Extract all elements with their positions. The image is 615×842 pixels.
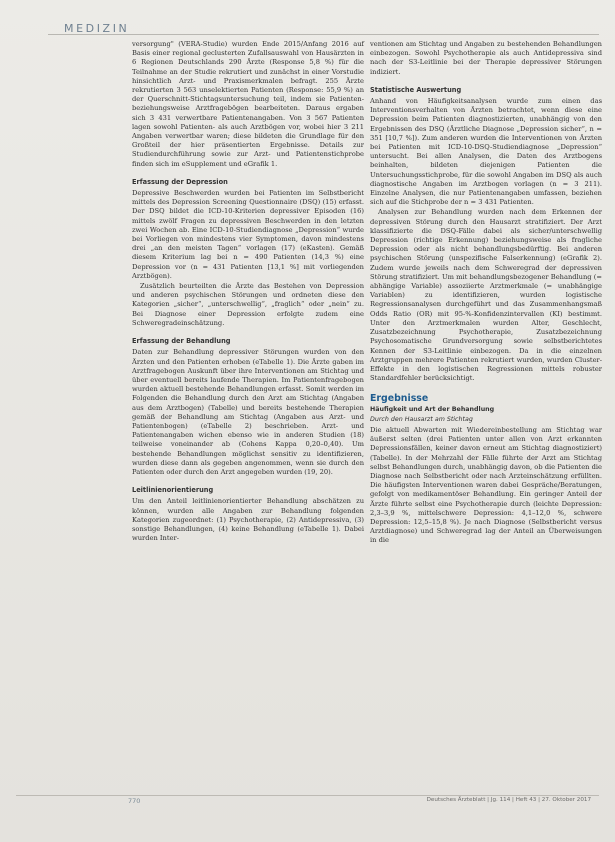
subheading-frequency: Häufigkeit und Art der Behandlung	[370, 405, 495, 413]
paragraph: versorgung" (VERA-Studie) wurden Ende 2015/Anfang 2016 auf Basis einer regional geclusterten Zufallsauswahl von Hausärzten in 6 Regionen Deutschlands 290 Ärzte (Response 5,8 %) für die Teilnahme an der Studie rekrutiert und zunächst in einer Vorstudie hinsichtlich Arzt- und Praxismerkmalen befragt. 255 Ärzte rekrutierten 3 563 unselektierten Patienten (Response: 55,9 %) an der Querschnitt-Stichtagsuntersuchung teil, indem sie Patienten- beziehungsweise Arztfragebögen bearbeiteten. Daraus ergaben sich 3 431 verwertbare Patientenangaben. Von 3 567 Patienten lagen sowohl Patienten- als auch Arztbögen vor, wobei hier 3 211 Angaben verwertbar waren; diese bildeten die Grundlage für den Großteil der hier präsentierten Ergebnisse. Details zur Studiendurchführung sowie zur Arzt- und Patientenstichprobe finden sich im eSupplement und eGrafik 1.	[132, 40, 364, 168]
left-column	[132, 40, 364, 544]
subheading-treatment: Erfassung der Behandlung	[132, 337, 231, 346]
paragraph: ventionen am Stichtag und Angaben zu bestehenden Behandlungen einbezogen. Sowohl Psychotherapie als auch Antidepressiva sind nach der S3-Leitlinie bei der Therapie depressiver Störungen indiziert.	[370, 40, 602, 76]
subheading-statistics: Statistische Auswertung	[370, 85, 462, 94]
paragraph: Depressive Beschwerden wurden bei Patienten im Selbstbericht mittels des Depression Screening Questionnaire (DSQ) (15) erfasst. Der DSQ bildet die ICD-10-Kriterien depressiver Episoden (16) mittels zwölf Fragen zu depressiven Beschwerden in den letzten zwei Wochen ab. Eine ICD-10-Studiendiagnose „Depression“ wurde bei Vorliegen von mindestens vier Symptomen, davon mindestens drei „an den meisten Tagen“ vorlagen (17) (eKasten). Gemäß diesem Kriterium lag bei n = 490 Patienten (14,3 %) eine Depression vor (n = 431 Patienten [13,1 %] mit vorliegenden Arztbögen).	[132, 189, 364, 280]
subheading-by-doctor: Durch den Hausarzt am Stichtag	[370, 415, 473, 423]
paragraph: Zusätzlich beurteilten die Ärzte das Bestehen von Depression und anderen psychischen Störungen und ordneten diese den Kategorien „sicher“, „unterschwellig“, „fraglich“ oder „nein“ zu. Bei Diagnose einer Depression erfolgte zudem eine Schweregradeinschätzung.	[132, 282, 364, 327]
section-header: MEDIZIN	[64, 22, 130, 35]
journal-citation: Deutsches Ärzteblatt | Jg. 114 | Heft 43 | 27. Oktober 2017	[426, 797, 591, 803]
results-heading: Ergebnisse	[370, 393, 429, 405]
paragraph: Anhand von Häufigkeitsanalysen wurde zum einen das Interventionsverhalten von Ärzten betrachtet, wenn diese eine Depression beim Patienten diagnostizierten, unabhängig von den Ergebnissen des DSQ (Ärztliche Diagnose „Depression sicher“, n = 351 [10,7 %]). Zum anderen wurden die Interventionen von Ärzten bei Patienten mit ICD-10-DSQ-Studiendiagnose „Depression“ untersucht. Bei allen Analysen, die Daten des Arztbogens beinhalten, bildeten diejenigen Patienten die Untersuchungsstichprobe, für die sowohl Angaben im DSQ als auch diagnostische Angaben im Arztbogen vorlagen (n = 3 211). Einzelne Analysen, die nur Patientenangaben umfassen, beziehen sich auf die Stichprobe der n = 3 431 Patienten.	[370, 97, 602, 207]
header-rule	[48, 34, 599, 35]
paragraph: Um den Anteil leitlinienorientierter Behandlung abschätzen zu können, wurden alle Angaben zur Behandlung folgenden Kategorien zugeordnet: (1) Psychotherapie, (2) Antidepressiva, (3) sonstige Behandlungen, (4) keine Behandlung (eTabelle 1). Dabei wurden Inter-	[132, 497, 364, 543]
page-number: 770	[128, 797, 141, 805]
subheading-depression: Erfassung der Depression	[132, 177, 228, 186]
paragraph: Die aktuell Abwarten mit Wiedereinbestellung am Stichtag war äußerst selten (drei Patienten unter allen von Arzt erkannten Depressionsfällen, keiner davon erneut am Stichtag diagnostiziert) (Tabelle). In der Mehrzahl der Fälle führte der Arzt am Stichtag selbst Behandlungen durch, unabhängig davon, ob die Patienten die Diagnose nach Selbstbericht oder nach Arzteinschätzung erfüllten. Die häufigsten Interventionen waren dabei Gespräche/Beratungen, gefolgt von medikamentöser Behandlung. Ein geringer Anteil der Ärzte führte selbst eine Psychotherapie durch (leichte Depression: 2,3–3,9 %, mittelschwere Depression: 4,1–12,0 %, schwere Depression: 12,5–15,8 %). Je nach Diagnose (Selbstbericht versus Arztdiagnose) und Schweregrad lag der Anteil an Überweisungen in die	[370, 425, 602, 545]
paragraph: Analysen zur Behandlung wurden nach dem Erkennen der depressiven Störung durch den Hausarzt stratifiziert. Der Arzt klassifizierte die DSQ-Fälle dabei als sicher/unterschwellig Depression (richtige Erkennung) beziehungsweise als fragliche Depression oder als nicht behandlungsbedürftig. Bei anderen psychischen Störung (unspezifische Falserkennung) (eGrafik 2). Zudem wurde jeweils nach dem Schweregrad der depressiven Störung stratifiziert. Um mit behandlungsbezogener Behandlung (= abhängige Variable) assoziierte Arztmerkmale (= unabhängige Variablen) zu identifizieren, wurden logistische Regressionsanalysen durchgeführt und das Zusammenhangsmaß Odds Ratio (OR) mit 95-%-Konfidenzintervallen (KI) bestimmt. Unter den Arztmerkmalen wurden Alter, Geschlecht, Zusatzbezeichnung Psychotherapie, Zusatzbezeichnung Psychosomatische Grundversorgung sowie selbstberichtetes Kennen der S3-Leitlinie einbezogen. Da in die einzelnen Arztgruppen mehrere Patienten rekrutiert wurden, wurden Cluster-Effekte in den logistischen Regressionen mittels robuster Standardfehler berücksichtigt.	[370, 208, 602, 383]
subheading-guideline: Leitlinienorientierung	[132, 486, 214, 495]
right-column	[370, 40, 602, 547]
paragraph: Daten zur Behandlung depressiver Störungen wurden von den Ärzten und den Patienten erhoben (eTabelle 1). Die Ärzte gaben im Arztfragebogen Auskunft über ihre Interventionen am Stichtag und über eventuell bereits laufende Therapien. Im Patientenfragebogen wurden aktuell bestehende Behandlungen erfasst. Somit werden im Folgenden die Behandlung durch den Arzt am Stichtag (Angaben aus dem Arztbogen) (Tabelle) und bereits bestehende Therapien gemäß der Behandlung am Stichtag (Angaben aus Arzt- und Patientenbogen) (eTabelle 2) beschrieben. Arzt- und Patientenangaben wichen ebenso wie in anderen Studien (18) teilweise voneinander ab (Cohens Kappa 0,20–0,40). Um bestehende Behandlungen möglichst sensitiv zu identifizieren, wurden diese dann als gegeben angenommen, wenn sie durch den Patienten oder durch den Arzt angegeben wurden (19, 20).	[132, 348, 364, 476]
